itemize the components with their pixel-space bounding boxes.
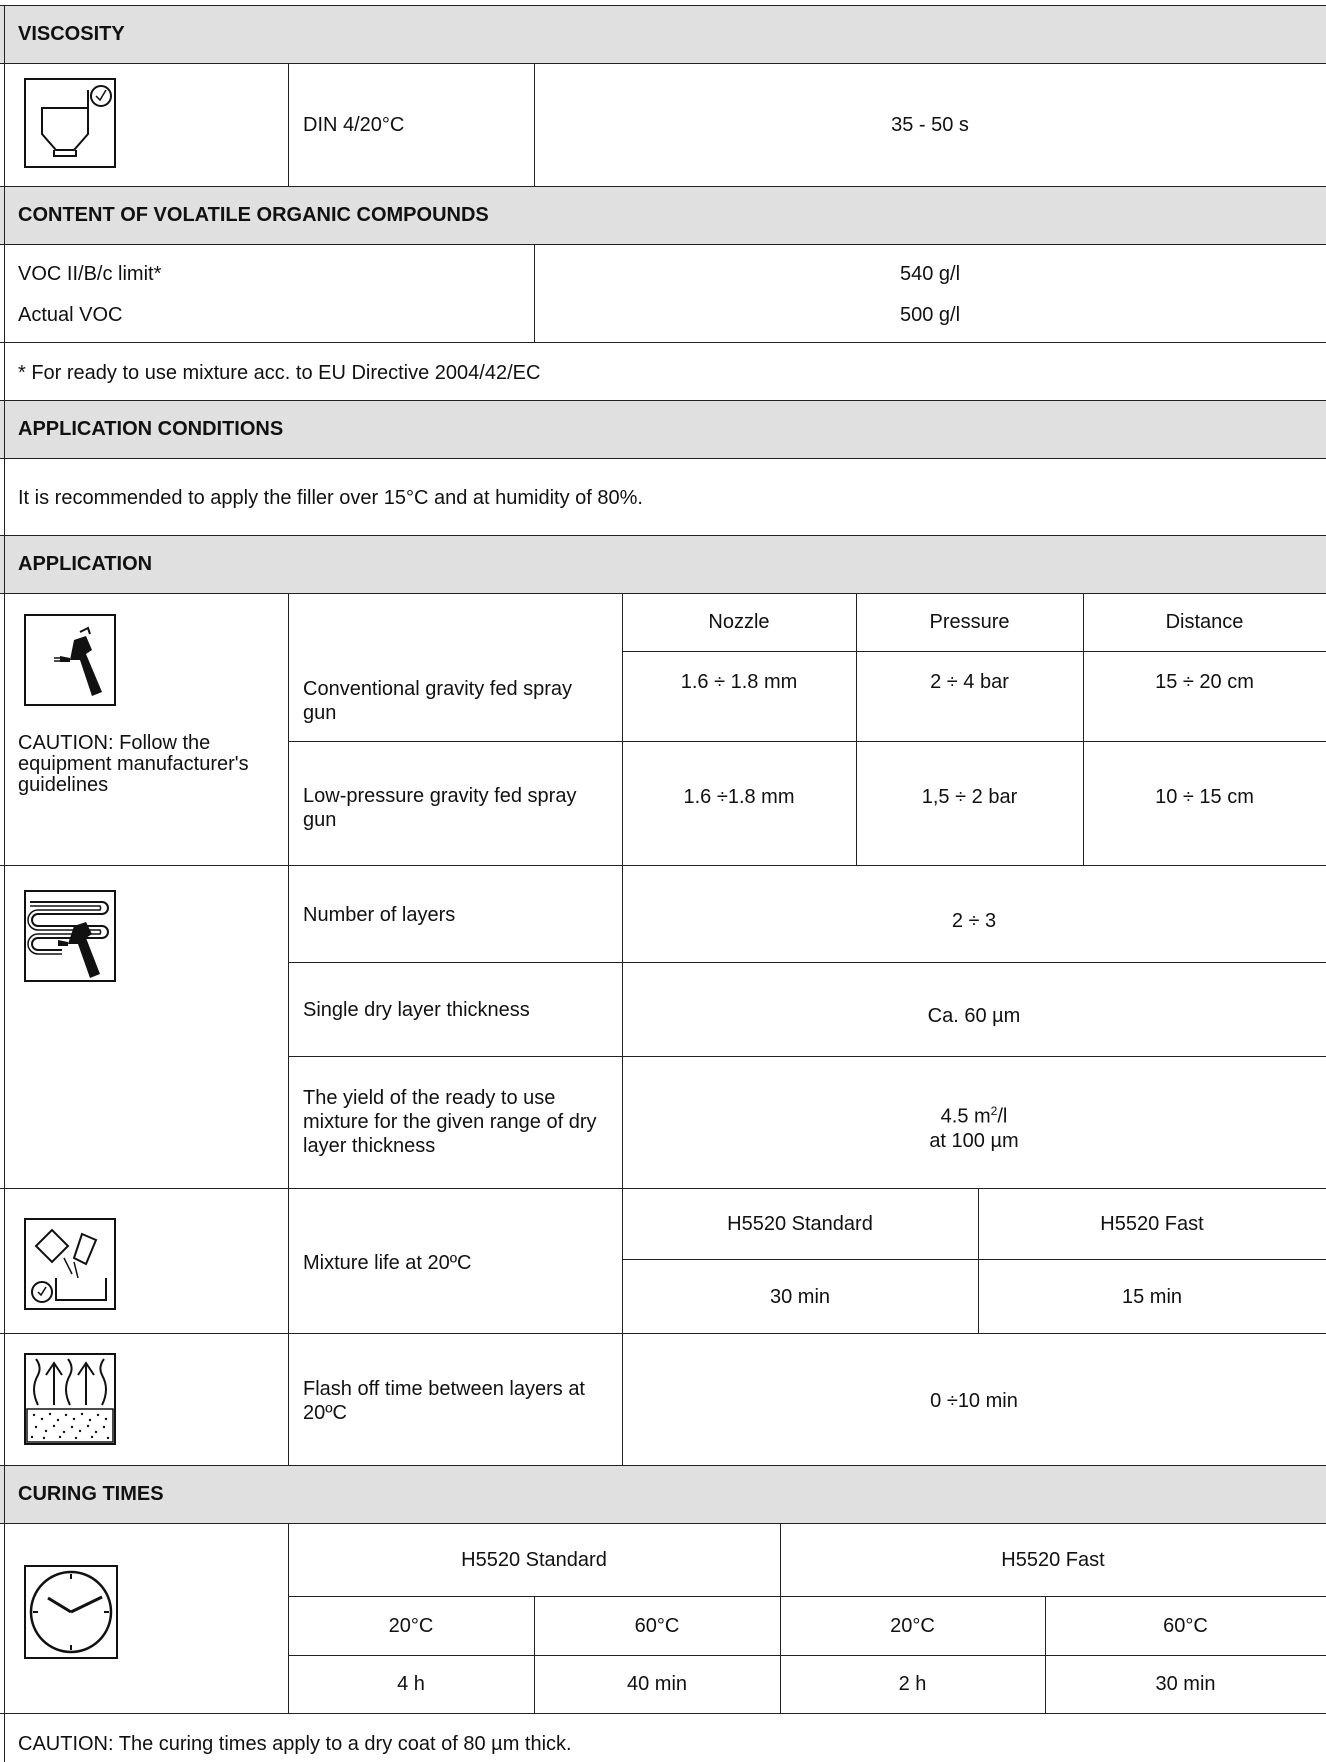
- rule: [0, 1523, 1326, 1524]
- rule: [0, 593, 1326, 594]
- mixture-col-standard: H5520 Standard: [727, 1213, 873, 1235]
- voc-limit-value: 540 g/l: [899, 263, 961, 285]
- gun-lowpressure-pressure: 1,5 ÷ 2 bar: [921, 786, 1018, 808]
- curing-time: 30 min: [1155, 1673, 1216, 1695]
- gun-conventional-name: Conventional gravity fed spray gun: [303, 678, 573, 724]
- rule: [288, 593, 289, 1465]
- curing-header-bg: [0, 1465, 1326, 1523]
- application-header-bg: [0, 535, 1326, 593]
- rule: [0, 186, 1326, 187]
- voc-limit-label: VOC II/B/c limit*: [18, 263, 162, 285]
- curing-time: 4 h: [397, 1673, 425, 1695]
- voc-actual-value: 500 g/l: [899, 304, 961, 326]
- curing-header: CURING TIMES: [18, 1483, 164, 1505]
- yield-label: The yield of the ready to use mixture for the given range of dry layer thickness: [303, 1087, 597, 1157]
- viscosity-method: DIN 4/20°C: [303, 114, 405, 136]
- rule: [0, 400, 1326, 401]
- mixing-icon: [24, 1218, 116, 1310]
- gun-lowpressure-nozzle: 1.6 ÷1.8 mm: [683, 786, 795, 808]
- gun-conventional-distance: 15 ÷ 20 cm: [1155, 671, 1254, 693]
- left-border: [4, 5, 5, 1762]
- rule: [288, 962, 1326, 963]
- rule: [288, 1056, 1326, 1057]
- rule: [0, 535, 1326, 536]
- voc-actual-label: Actual VOC: [18, 304, 123, 326]
- gun-lowpressure-distance: 10 ÷ 15 cm: [1155, 786, 1254, 808]
- application-caution: CAUTION: Follow the equipment manufacturer's guidelines: [18, 732, 249, 796]
- mixture-col-fast: H5520 Fast: [1100, 1213, 1204, 1235]
- rule: [288, 63, 289, 186]
- yield-value: 4.5 $m^2/l$ at 100 µm: [929, 1104, 1019, 1152]
- layers-value: 2 ÷ 3: [951, 910, 997, 932]
- gun-lowpressure-name: Low-pressure gravity fed spray gun: [303, 785, 577, 831]
- spray-gun-icon: [24, 614, 116, 706]
- rule: [978, 1188, 979, 1333]
- layers-label: Number of layers: [303, 904, 456, 926]
- thickness-value: Ca. 60 µm: [927, 1005, 1021, 1027]
- rule: [0, 342, 1326, 343]
- curing-group-standard: H5520 Standard: [461, 1549, 607, 1571]
- curing-time: 2 h: [898, 1673, 927, 1695]
- application-header: APPLICATION: [18, 553, 153, 575]
- rule: [534, 244, 535, 342]
- viscosity-cup-icon: [24, 78, 116, 168]
- col-distance: Distance: [1165, 611, 1244, 633]
- gun-conventional-nozzle: 1.6 ÷ 1.8 mm: [680, 671, 798, 693]
- thickness-label: Single dry layer thickness: [303, 999, 530, 1021]
- voc-header: CONTENT OF VOLATILE ORGANIC COMPOUNDS: [18, 204, 489, 226]
- curing-temp: 20°C: [388, 1615, 434, 1637]
- voc-footnote: * For ready to use mixture acc. to EU Directive 2004/42/EC: [18, 362, 541, 384]
- rule: [622, 593, 623, 1465]
- rule: [0, 865, 1326, 866]
- viscosity-value: 35 - 50 s: [891, 114, 969, 136]
- curing-temp: 20°C: [890, 1615, 935, 1637]
- curing-caution: CAUTION: The curing times apply to a dry coat of 80 µm thick.: [18, 1733, 572, 1755]
- rule: [288, 1596, 1326, 1597]
- rule: [0, 1713, 1326, 1714]
- mixture-value-fast: 15 min: [1121, 1286, 1183, 1308]
- flash-off-icon: [24, 1353, 116, 1445]
- mixture-value-standard: 30 min: [769, 1286, 831, 1308]
- gun-conventional-pressure: 2 ÷ 4 bar: [930, 671, 1009, 693]
- col-pressure: Pressure: [929, 611, 1010, 633]
- rule: [0, 1333, 1326, 1334]
- flash-value: 0 ÷10 min: [930, 1390, 1018, 1412]
- spray-layers-icon: [24, 890, 116, 982]
- curing-temp: 60°C: [1163, 1615, 1208, 1637]
- mixture-label: Mixture life at 20ºC: [303, 1252, 472, 1274]
- rule: [0, 5, 1326, 6]
- clock-icon: [24, 1565, 118, 1659]
- curing-time: 40 min: [626, 1673, 688, 1695]
- rule: [0, 1465, 1326, 1466]
- rule: [288, 1655, 1326, 1656]
- rule: [288, 741, 1326, 742]
- rule: [0, 458, 1326, 459]
- viscosity-header-bg: [0, 5, 1326, 63]
- col-nozzle: Nozzle: [708, 611, 770, 633]
- viscosity-header: VISCOSITY: [18, 23, 125, 45]
- curing-temp: 60°C: [634, 1615, 680, 1637]
- curing-group-fast: H5520 Fast: [1001, 1549, 1105, 1571]
- rule: [0, 244, 1326, 245]
- conditions-header: APPLICATION CONDITIONS: [18, 418, 284, 440]
- rule: [622, 651, 1326, 652]
- rule: [0, 63, 1326, 64]
- flash-label: Flash off time between layers at 20ºC: [303, 1378, 585, 1424]
- conditions-text: It is recommended to apply the filler over 15°C and at humidity of 80%.: [18, 487, 643, 509]
- rule: [622, 1259, 1326, 1260]
- rule: [0, 1188, 1326, 1189]
